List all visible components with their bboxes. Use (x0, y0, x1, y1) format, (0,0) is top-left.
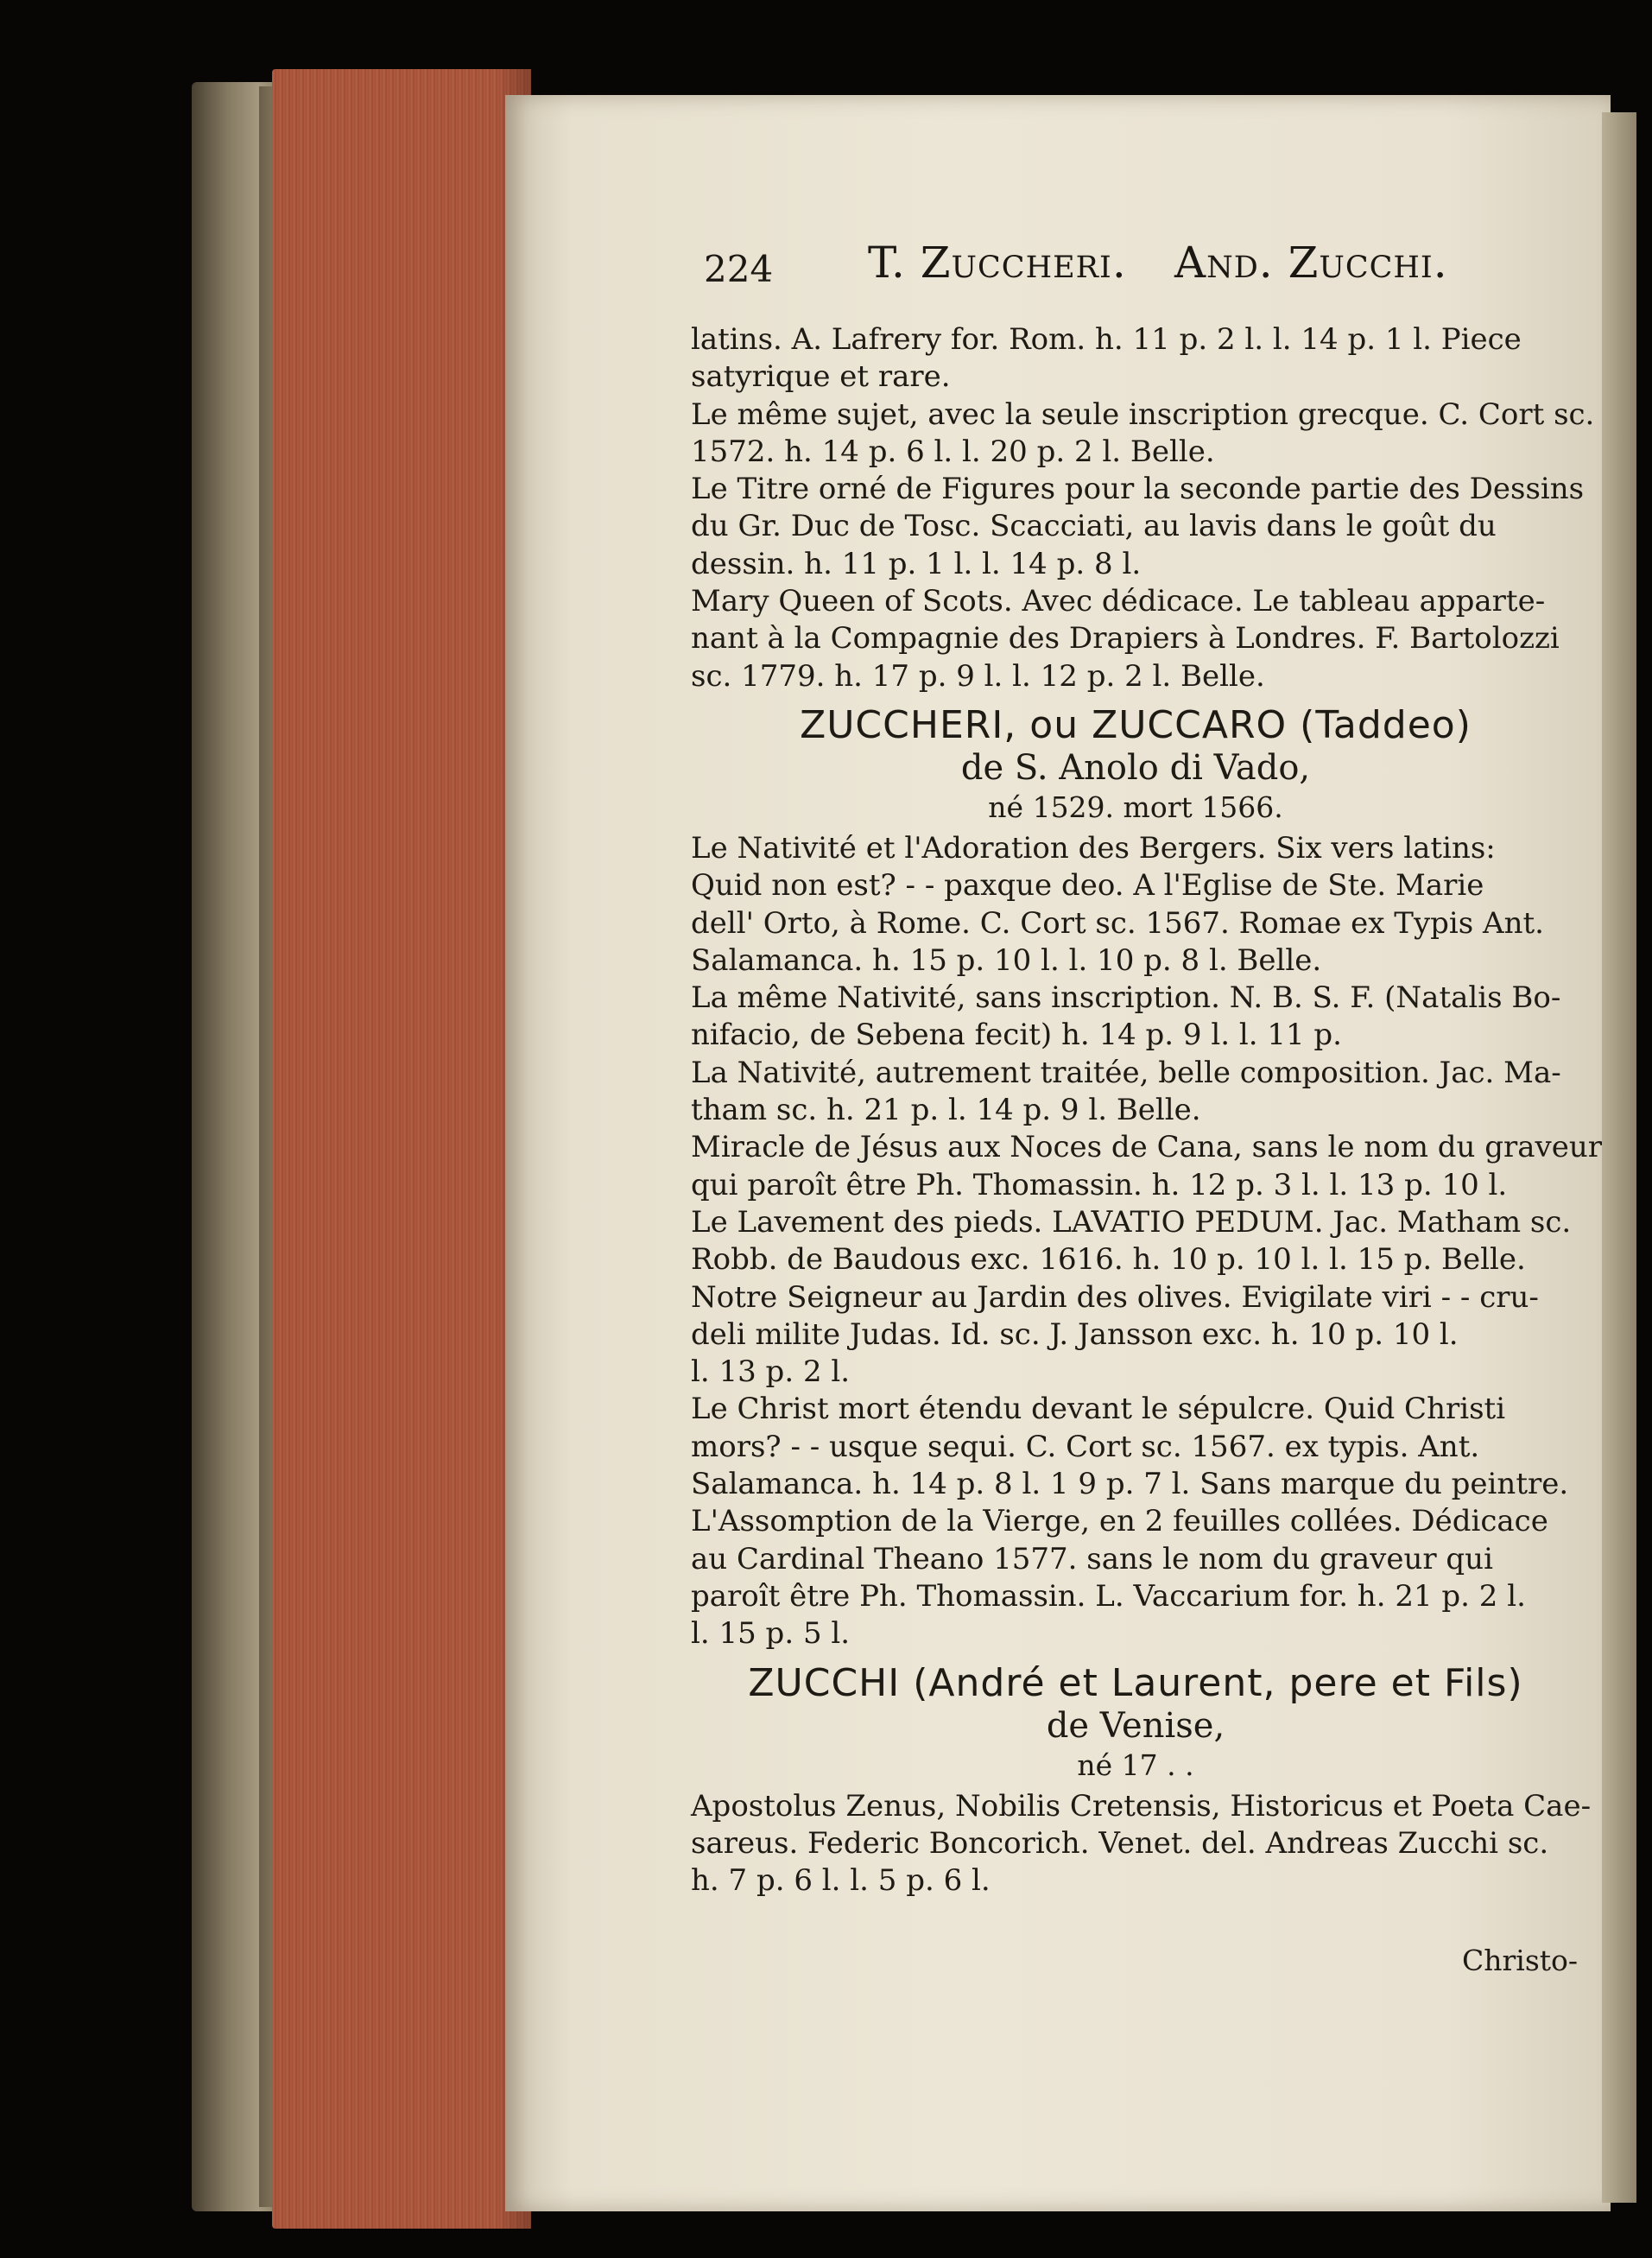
entries-group-a (691, 321, 1595, 695)
entry-line: mors? - - usque sequi. C. Cort sc. 1567. ex typis. Ant. (691, 1429, 1480, 1464)
artist-place: de S. Anolo di Vado, (960, 747, 1311, 788)
catalogue-entry (691, 1055, 1580, 1130)
entry-line: dessin. h. 11 p. 1 l. l. 14 p. 8 l. (691, 546, 1142, 581)
catalogue-entry (691, 471, 1585, 583)
entry-line: Salamanca. h. 14 p. 8 l. 1 9 p. 7 l. Sans marque du peintre. (691, 1467, 1569, 1502)
catalogue-entry (691, 396, 1595, 472)
catalogue-entry (691, 1391, 1580, 1503)
running-head (704, 238, 1567, 298)
entry-line: latins. A. Lafrery for. Rom. h. 11 p. 2 l. l. 14 p. 1 l. Piece (691, 322, 1522, 357)
entry-line: Mary Queen of Scots. Avec dédicace. Le tableau apparte- (691, 584, 1546, 619)
entry-line: La même Nativité, sans inscription. N. B. S. F. (Natalis Bo- (691, 980, 1561, 1016)
catalogue-entry (691, 1503, 1580, 1652)
entry-line: Le même sujet, avec la seule inscription grecque. C. Cort sc. (691, 396, 1595, 432)
entry-line: Le Lavement des pieds. LAVATIO PEDUM. Jac. Matham sc. (691, 1204, 1572, 1240)
facing-page-edge (1602, 112, 1636, 2203)
entry-line: Salamanca. h. 15 p. 10 l. l. 10 p. 8 l. Belle. (691, 942, 1322, 978)
catalogue-entry (691, 1788, 1592, 1900)
entry-line: nifacio, de Sebena fecit) h. 14 p. 9 l. l. 11 p. (691, 1018, 1342, 1053)
artist-heading-2: ZUCCHI (André et Laurent, pere et Fils) (748, 1660, 1523, 1705)
entry-line: paroît être Ph. Thomassin. L. Vaccarium for. h. 21 p. 2 l. (691, 1578, 1526, 1614)
entry-line: l. 15 p. 5 l. (691, 1616, 851, 1652)
entry-line: dell' Orto, à Rome. C. Cort sc. 1567. Romae ex Typis Ant. (691, 905, 1544, 941)
catalogue-entry (691, 1129, 1602, 1204)
entry-line: qui paroît être Ph. Thomassin. h. 12 p. 3 l. l. 13 p. 10 l. (691, 1167, 1508, 1202)
page-number: 224 (704, 248, 774, 290)
catalogue-entry (691, 830, 1580, 980)
entry-line: tham sc. h. 21 p. l. 14 p. 9 l. Belle. (691, 1093, 1201, 1128)
artist-heading: ZUCCHERI, ou ZUCCARO (Taddeo) (800, 702, 1472, 747)
artist-dates: né 1529. mort 1566. (988, 790, 1283, 824)
entries-group-b (691, 830, 1602, 1653)
catalogue-entry (691, 1204, 1580, 1279)
entry-line: Apostolus Zenus, Nobilis Cretensis, Historicus et Poeta Cae- (691, 1788, 1592, 1824)
artist-dates-2: né 17 . . (1077, 1747, 1194, 1782)
entry-line: satyrique et rare. (691, 359, 951, 395)
entry-line: Notre Seigneur au Jardin des olives. Evigilate viri - - cru- (691, 1279, 1539, 1315)
entry-line: sareus. Federic Boncorich. Venet. del. Andreas Zucchi sc. (691, 1825, 1549, 1861)
page-body (691, 321, 1602, 1900)
entry-line: h. 7 p. 6 l. l. 5 p. 6 l. (691, 1863, 991, 1899)
artist-place-2: de Venise, (1046, 1705, 1225, 1746)
entry-line: sc. 1779. h. 17 p. 9 l. l. 12 p. 2 l. Belle. (691, 658, 1265, 694)
entries-group-c (691, 1788, 1592, 1900)
catalogue-entry (691, 583, 1580, 695)
entry-line: deli milite Judas. Id. sc. J. Jansson exc. h. 10 p. 10 l. (691, 1316, 1459, 1352)
entry-line: Le Nativité et l'Adoration des Bergers. Six vers latins: (691, 830, 1496, 866)
entry-line: Miracle de Jésus aux Noces de Cana, sans le nom du graveur (691, 1130, 1602, 1165)
catalogue-entry (691, 980, 1580, 1055)
entry-line: Le Titre orné de Figures pour la seconde partie des Dessins (691, 472, 1585, 507)
entry-line: 1572. h. 14 p. 6 l. l. 20 p. 2 l. Belle. (691, 434, 1215, 469)
entry-line: L'Assomption de la Vierge, en 2 feuilles collées. Dédicace (691, 1504, 1548, 1539)
entry-line: l. 13 p. 2 l. (691, 1354, 851, 1390)
catalogue-entry (691, 321, 1580, 396)
entry-line: La Nativité, autrement traitée, belle composition. Jac. Ma- (691, 1055, 1561, 1090)
entry-line: Quid non est? - - paxque deo. A l'Eglise de Ste. Marie (691, 868, 1484, 904)
catalogue-entry (691, 1279, 1580, 1392)
entry-line: au Cardinal Theano 1577. sans le nom du graveur qui (691, 1541, 1493, 1576)
entry-line: du Gr. Duc de Tosc. Scacciati, au lavis dans le goût du (691, 509, 1497, 544)
entry-line: Robb. de Baudous exc. 1616. h. 10 p. 10 l. l. 15 p. Belle. (691, 1242, 1526, 1278)
entry-line: Le Christ mort étendu devant le sépulcre. Quid Christi (691, 1392, 1506, 1427)
running-title-left: T. Zuccheri. (868, 238, 1127, 288)
page-edges (272, 69, 531, 2229)
catchword: Christo- (1462, 1944, 1579, 1977)
running-title-right: And. Zucchi. (1174, 238, 1448, 288)
entry-line: nant à la Compagnie des Drapiers à Londres. F. Bartolozzi (691, 621, 1560, 656)
